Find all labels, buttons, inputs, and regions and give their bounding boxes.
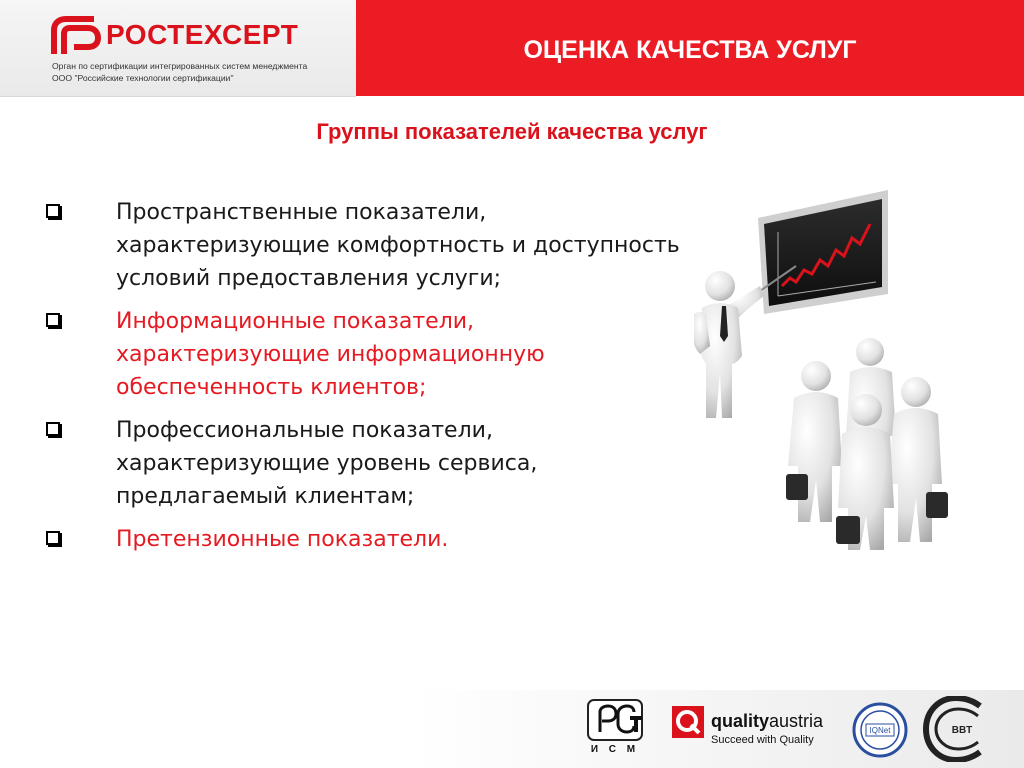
iqnet-seal-icon — [852, 702, 908, 758]
bullet-text: Профессиональные показатели, характеризующие уровень сервиса, предлагаемый клиентам; — [116, 418, 538, 509]
section-subtitle: Группы показателей качества услуг — [316, 119, 708, 144]
qa-brand-bold: quality — [711, 711, 770, 731]
bullet-list — [46, 196, 686, 566]
header — [0, 0, 1024, 96]
quality-austria-brand — [711, 710, 823, 732]
bbt-label: BBT — [951, 725, 973, 736]
rst-caption: И С М — [590, 744, 640, 755]
brand-sub-line: ООО "Российские технологии сертификации" — [52, 73, 234, 83]
bullet-text: Претензионные показатели. — [116, 527, 449, 552]
title-bar — [356, 0, 1024, 96]
bbt-certification-icon — [922, 696, 992, 762]
checkbox-bullet-icon — [46, 313, 60, 327]
presenter-with-audience-illustration — [680, 186, 1020, 556]
bullet-item — [46, 414, 686, 513]
qa-brand-rest: austria — [769, 711, 824, 731]
audience-figure-icon — [786, 338, 948, 550]
slide-title: ОЦЕНКА КАЧЕСТВА УСЛУГ — [523, 36, 857, 64]
bullet-text: Информационные показатели, характеризующие информационную обеспеченность клиентов; — [116, 309, 545, 400]
brand-name: РОСТЕХСЕРТ — [106, 19, 299, 50]
bullet-item — [46, 523, 686, 556]
checkbox-bullet-icon — [46, 531, 60, 545]
bullet-item — [46, 305, 686, 404]
logo-area — [0, 0, 356, 97]
checkbox-bullet-icon — [46, 422, 60, 436]
quality-austria-logo-icon — [672, 706, 704, 738]
bullet-item — [46, 196, 686, 295]
brand-sub-line: Орган по сертификации интегрированных систем менеджмента — [52, 61, 308, 71]
iqnet-label: IQNet — [869, 726, 891, 735]
presentation-board-icon — [758, 190, 888, 314]
quality-austria-tagline: Succeed with Quality — [711, 734, 814, 746]
brand-subtitle — [52, 60, 307, 84]
bullet-text: Пространственные показатели, характеризующие комфортность и доступность условий предоставления услуги; — [116, 200, 680, 291]
rostexcert-logo-icon — [50, 16, 102, 56]
checkbox-bullet-icon — [46, 204, 60, 218]
